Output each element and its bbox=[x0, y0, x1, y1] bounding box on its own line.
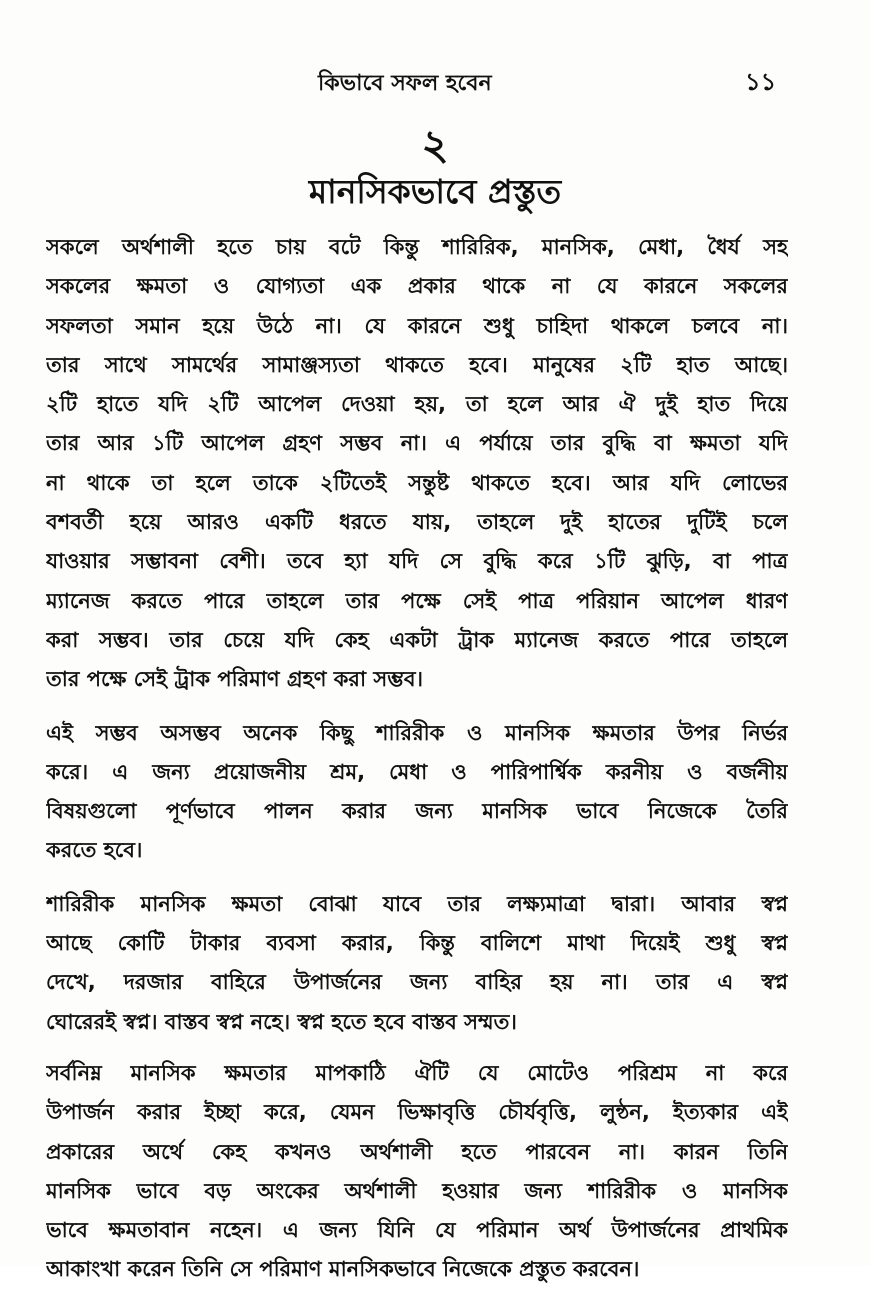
text-line: সকলের ক্ষমতা ও যোগ্যতা এক প্রকার থাকে না যে কারনে সকলের bbox=[46, 274, 788, 299]
running-header bbox=[0, 62, 870, 102]
text-line: সকলে অর্থশালী হতে চায় বটে কিন্তু শারিরিক, মানসিক, মেধা, ধৈর্য সহ bbox=[46, 235, 788, 259]
chapter-number: ২ bbox=[421, 120, 449, 169]
text-line: না থাকে তা হলে তাকে ২টিতেই সন্তুষ্ট থাকতে হবে। আর যদি লোভের bbox=[46, 470, 788, 495]
text-line: ভাবে ক্ষমতাবান নহেন। এ জন্য যিনি যে পরিমান অর্থ উপার্জনের প্রাথমিক bbox=[46, 1218, 788, 1243]
paragraph bbox=[46, 714, 788, 871]
text-line: করা সম্ভব। তার চেয়ে যদি কেহ একটা ট্রাক ম্যানেজ করতে পারে তাহলে bbox=[46, 627, 788, 652]
text-line: উপার্জন করার ইচ্ছা করে, যেমন ভিক্ষাবৃত্তি চৌর্যবৃত্তি, লুন্ঠন, ইত্যকার এই bbox=[46, 1100, 788, 1125]
text-line: করতে হবে। bbox=[46, 838, 143, 863]
text-line: এই সম্ভব অসম্ভব অনেক কিছু শারিরীক ও মানসিক ক্ষমতার উপর নির্ভর bbox=[46, 720, 788, 745]
text-line: ম্যানেজ করতে পারে তাহলে তার পক্ষে সেই পাত্র পরিয়ান আপেল ধারণ bbox=[46, 588, 788, 613]
paragraph bbox=[46, 885, 788, 1042]
text-line: আকাংখা করেন তিনি সে পরিমাণ মানসিকভাবে নিজেকে প্রস্তুত করবেন। bbox=[46, 1257, 640, 1282]
text-line: আছে কোটি টাকার ব্যবসা করার, কিন্তু বালিশে মাথা দিয়েই শুধু স্বপ্ন bbox=[46, 931, 788, 956]
text-line: করে। এ জন্য প্রয়োজনীয় শ্রম, মেধা ও পারিপার্শ্বিক করনীয় ও বর্জনীয় bbox=[46, 759, 788, 784]
text-line: শারিরীক মানসিক ক্ষমতা বোঝা যাবে তার লক্ষ্যমাত্রা দ্বারা। আবার স্বপ্ন bbox=[46, 891, 788, 916]
chapter-title: মানসিকভাবে প্রস্তুত bbox=[308, 172, 562, 211]
text-line: সফলতা সমান হয়ে উঠে না। যে কারনে শুধু চাহিদা থাকলে চলবে না। bbox=[46, 313, 788, 338]
text-line: তার পক্ষে সেই ট্রাক পরিমাণ গ্রহণ করা সম্ভব। bbox=[46, 667, 424, 692]
book-title: কিভাবে সফল হবেন bbox=[318, 71, 492, 96]
text-line: ঘোরেরই স্বপ্ন। বাস্তব স্বপ্ন নহে। স্বপ্ন হতে হবে বাস্তব সম্মত। bbox=[46, 1009, 517, 1034]
text-line: বশবর্তী হয়ে আরও একটি ধরতে যায়, তাহলে দুই হাতের দুটিই চলে bbox=[46, 510, 788, 535]
text-line: বিষয়গুলো পূর্ণভাবে পালন করার জন্য মানসিক ভাবে নিজেকে তৈরি bbox=[46, 799, 788, 824]
text-line: তার আর ১টি আপেল গ্রহণ সম্ভব না। এ পর্যায়ে তার বুদ্ধি বা ক্ষমতা যদি bbox=[46, 431, 788, 456]
paragraph bbox=[46, 228, 788, 700]
text-line: ২টি হাতে যদি ২টি আপেল দেওয়া হয়, তা হলে আর ঐ দুই হাত দিয়ে bbox=[46, 392, 788, 417]
text-line: তার সাথে সামর্থের সামাঞ্জস্যতা থাকতে হবে। মানুষের ২টি হাত আছে। bbox=[46, 352, 788, 377]
text-line: মানসিক ভাবে বড় অংকের অর্থশালী হওয়ার জন্য শারিরীক ও মানসিক bbox=[46, 1178, 788, 1203]
text-line: দেখে, দরজার বাহিরে উপার্জনের জন্য বাহির হয় না। তার এ স্বপ্ন bbox=[46, 970, 788, 995]
text-line: সর্বনিম্ন মানসিক ক্ষমতার মাপকাঠি ঐটি যে মোটেও পরিশ্রম না করে bbox=[46, 1060, 788, 1085]
text-line: যাওয়ার সম্ভাবনা বেশী। তবে হ্যা যদি সে বুদ্ধি করে ১টি ঝুড়ি, বা পাত্র bbox=[46, 549, 788, 574]
paragraph bbox=[46, 1054, 788, 1290]
text-line: প্রকারের অর্থে কেহ কখনও অর্থশালী হতে পারবেন না। কারন তিনি bbox=[46, 1139, 788, 1164]
page-number: ১১ bbox=[745, 68, 777, 96]
body-text bbox=[46, 228, 788, 1302]
